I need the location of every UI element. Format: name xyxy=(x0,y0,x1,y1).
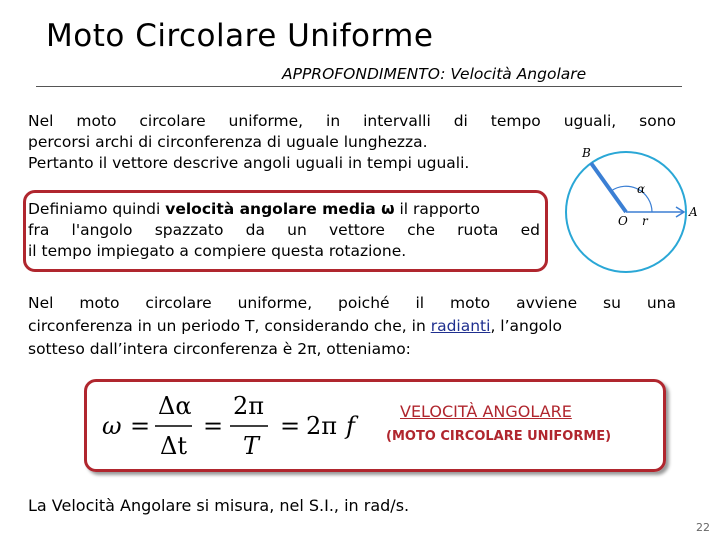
definition-text xyxy=(28,199,540,262)
period-line-2-pre: circonferenza in un periodo T, considerando che, in xyxy=(28,317,431,335)
radianti-link[interactable]: radianti xyxy=(430,317,491,335)
label-b: B xyxy=(582,146,591,160)
intro-line-2: percorsi archi di circonferenza di uguale lunghezza. xyxy=(28,133,428,151)
definition-term: velocità angolare media ω xyxy=(165,200,395,218)
page-number: 22 xyxy=(696,521,710,534)
period-paragraph xyxy=(28,292,676,361)
callout-paren-close: ) xyxy=(605,429,612,444)
angular-velocity-formula xyxy=(100,390,380,462)
period-line-2-post: , l’angolo xyxy=(490,317,562,335)
callout-subtitle-text: MOTO CIRCOLARE UNIFORME xyxy=(391,429,606,444)
period-line-2 xyxy=(28,315,676,338)
intro-line-3: Pertanto il vettore descrive angoli uguali in tempi uguali. xyxy=(28,154,470,172)
label-o: O xyxy=(618,214,628,228)
period-line-3: sotteso dall’intera circonferenza è 2π, otteniamo: xyxy=(28,340,411,358)
formula-eq-2: = xyxy=(203,412,224,440)
formula-eq-3: = xyxy=(280,412,301,440)
formula-num-2: 2π xyxy=(233,392,265,420)
period-line-1: Nel moto circolare uniforme, poiché il moto avviene su una xyxy=(28,294,676,312)
definition-line-2: fra l'angolo spazzato da un vettore che ruota ed xyxy=(28,221,540,239)
formula-omega: ω xyxy=(102,412,122,440)
page-title: Moto Circolare Uniforme xyxy=(46,18,434,54)
definition-line-1 xyxy=(28,199,540,220)
definition-post: il rapporto xyxy=(394,200,480,218)
definition-pre: Definiamo quindi xyxy=(28,200,166,218)
callout-paren-open: ( xyxy=(386,429,392,444)
label-a: A xyxy=(689,205,698,219)
units-note: La Velocità Angolare si misura, nel S.I., in rad/s. xyxy=(28,496,410,515)
label-alpha: α xyxy=(637,182,646,196)
formula-eq-1: = xyxy=(130,412,151,440)
formula-f: f xyxy=(346,412,355,440)
formula-den-2: T xyxy=(243,432,260,460)
intro-line-1: Nel moto circolare uniforme, in intervalli di tempo uguali, sono xyxy=(28,112,676,130)
definition-line-3: il tempo impiegato a compiere questa rotazione. xyxy=(28,242,407,260)
page-subtitle: APPROFONDIMENTO: Velocità Angolare xyxy=(282,65,587,83)
formula-num-1: Δα xyxy=(158,392,192,420)
header-divider xyxy=(36,86,682,87)
formula-den-1: Δt xyxy=(160,432,187,460)
formula-rhs: 2π xyxy=(306,412,338,440)
vector-ob xyxy=(591,163,626,212)
callout-title: VELOCITÀ ANGOLARE xyxy=(400,402,572,421)
callout-subtitle xyxy=(386,429,611,444)
label-r: r xyxy=(642,214,648,228)
circle-diagram xyxy=(554,145,704,275)
